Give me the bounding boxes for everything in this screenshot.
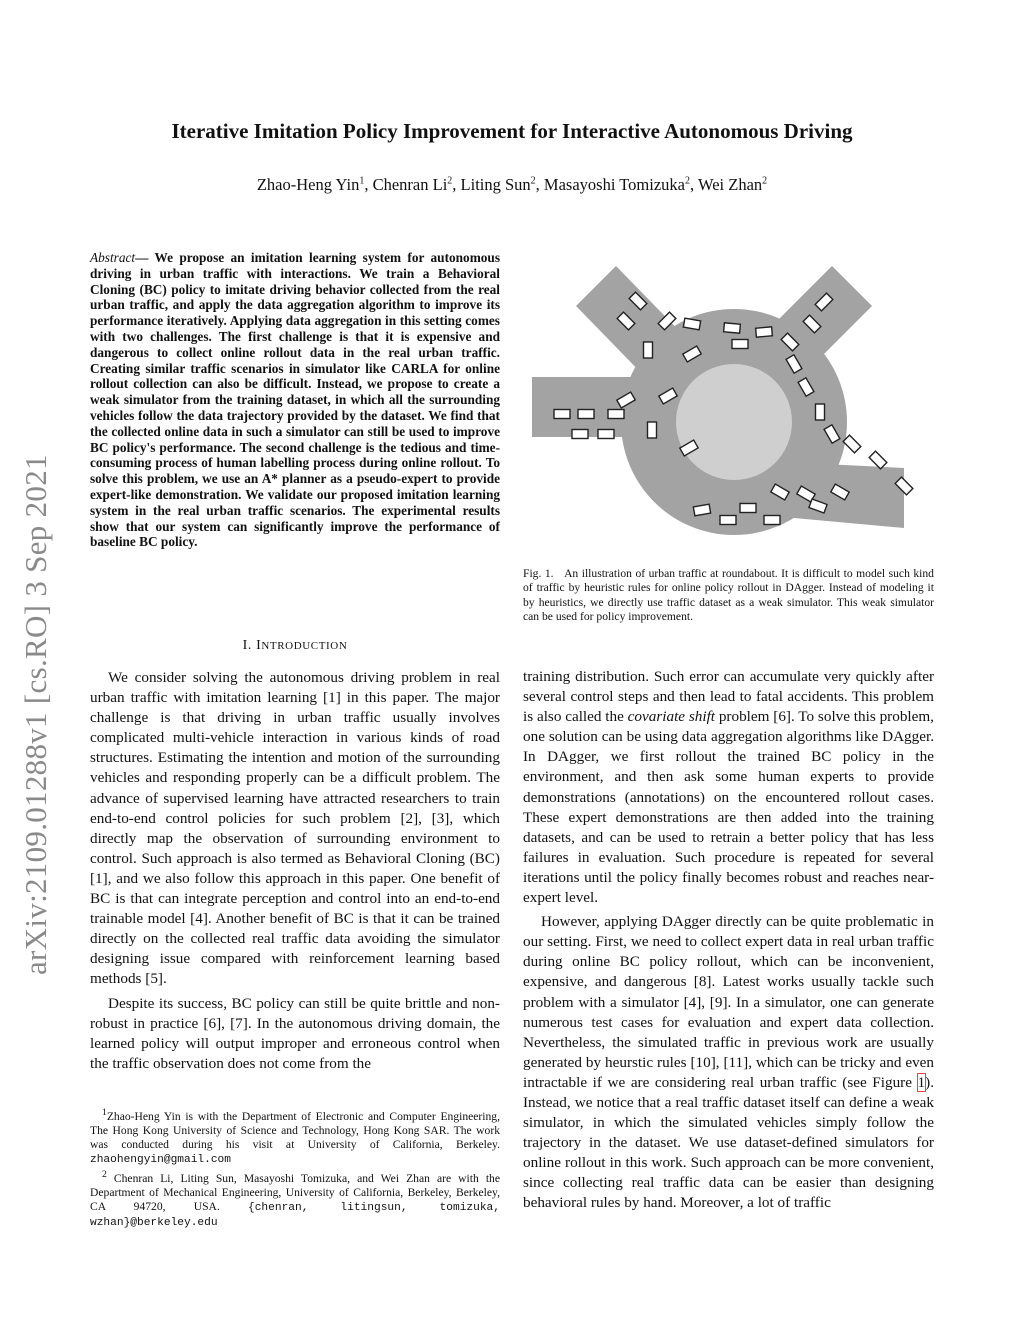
vehicle bbox=[720, 516, 736, 525]
author-affiliation: 2 bbox=[762, 175, 768, 187]
abstract-text: We propose an imitation learning system for autonomous driving in urban traffic with interactions. We train a Behavioral Cloning (BC) policy to imitate driving behavior collected from the real urban traffic, and apply the data aggregation algorithm to improve its performance iteratively. Applying data aggregation in this setting comes with two challenges. The first challenge is that it is expensive and dangerous to collect online rollout data in the real urban traffic. Creating similar traffic scenarios in simulator like CARLA for online rollout collection can also be difficult. Instead, we propose to create a weak simulator from the training dataset, in which all the surrounding vehicles follow the data trajectory provided by the dataset. We find that the collected online data in such a simulator can still be used to improve BC policy's performance. The second challenge is the tedious and time-consuming process of human labelling process during online rollout. To solve this problem, we use an A* planner as a pseudo-expert to provide expert-like demonstration. We validate our proposed imitation learning system in the real urban traffic scenarios. The experimental results show that our system can significantly improve the performance of baseline BC policy. bbox=[90, 250, 500, 550]
right-column bbox=[523, 667, 934, 1214]
abstract bbox=[90, 250, 500, 550]
vehicle bbox=[648, 422, 657, 438]
vehicle bbox=[554, 410, 570, 419]
author-affiliation: 2 bbox=[685, 175, 690, 187]
vehicle bbox=[724, 323, 741, 333]
roundabout-figure bbox=[532, 244, 934, 556]
section-heading bbox=[90, 638, 500, 654]
vehicle bbox=[869, 451, 887, 469]
left-column bbox=[90, 668, 500, 1074]
footnote bbox=[90, 1168, 500, 1231]
abstract-label: Abstract bbox=[90, 250, 136, 265]
section-title-initial: I bbox=[256, 638, 262, 653]
emphasis: covariate shift bbox=[627, 708, 716, 726]
vehicle bbox=[693, 504, 710, 516]
central-island bbox=[676, 364, 792, 480]
paper-title: Iterative Imitation Policy Improvement for Interactive Autonomous Driving bbox=[171, 119, 853, 143]
figure-reference-link[interactable]: 1 bbox=[917, 1073, 926, 1091]
author-name: Chenran Li bbox=[372, 175, 448, 194]
paragraph: Despite its success, BC policy can still be quite brittle and non-robust in practice [6], [7]. In the autonomous driving domain, the learned policy will output improper and erroneous control when the traffic observation does not come from the bbox=[90, 994, 500, 1072]
text-run: However, applying DAgger directly can be quite problematic in our setting. First, we need to collect expert data in real urban traffic during online BC policy rollout, which can be inconvenient, expensive, and dangerous [8]. Latest works usually tackle such problem with a simulator [4], [9]. In a simulator, one can generate numerous test cases for evaluation and expert data collection. Nevertheless, the simulated traffic in previous work are usually generated by heurstic rules [10], [11], which can be tricky and even intractable if we are considering real urban traffic (see Figure bbox=[523, 913, 934, 1091]
author-affiliation: 2 bbox=[530, 175, 536, 187]
vehicle bbox=[608, 410, 624, 419]
abstract-separator: — bbox=[135, 250, 155, 265]
author-name: Wei Zhan bbox=[697, 175, 763, 194]
figure-caption bbox=[523, 567, 934, 624]
footnote bbox=[90, 1106, 500, 1168]
footnote-mark: 2 bbox=[102, 1168, 107, 1180]
section-number: I. bbox=[242, 638, 252, 653]
vehicle bbox=[683, 318, 700, 330]
vehicle bbox=[578, 410, 594, 419]
paragraph bbox=[523, 912, 934, 1213]
footnote-mark: 1 bbox=[102, 1107, 107, 1118]
arxiv-stamp: arXiv:2109.01288v1 [cs.RO] 3 Sep 2021 bbox=[18, 454, 53, 975]
text-run: ). Instead, we notice that a real traffic dataset itself can define a weak simulator, in which the simulated vehicles simply follow the trajectory in the dataset. We use dataset-defined simulators for online rollout in this work. Such approach can be more convenient, since collecting real traffic data can be easier than designing behavioral rules by hand. Moreover, a lot of traffic bbox=[523, 1073, 934, 1212]
text-run: training distribution. Such error can accumulate very quickly after several control steps and then lead to fatal accidents. This problem is also called the bbox=[523, 668, 934, 726]
author-affiliation: 2 bbox=[447, 175, 453, 187]
paragraph: We consider solving the autonomous driving problem in real urban traffic with imitation learning [1] in this paper. The major challenge is that driving in urban traffic usually involves complicated multi-vehicle interaction in various kinds of road structures. Estimating the intention and motion of the surrounding vehicles and responding properly can be a difficult problem. The advance of supervised learning have attracted researchers to train end-to-end control policies for such problem [2], [3], which directly map the observation of surrounding environment to control. Such approach is also termed as Behavioral Cloning (BC) [1], and we also follow this approach in this paper. One benefit of BC is that can integrate perception and control into an end-to-end trainable model [4]. Another benefit of BC is that it can be trained directly on the collected real traffic data avoiding the simulator designing issue compared with reinforcement learning based methods [5]. bbox=[90, 669, 500, 988]
author-name: Liting Sun bbox=[460, 175, 531, 194]
author-list: Zhao-Heng Yin$^1$, Chenran Li$^2$, Liting Sun$^2$, Masayoshi Tomizuka$^2$, Wei Zhan$^2$ bbox=[256, 175, 768, 194]
vehicle bbox=[644, 342, 653, 358]
vehicle bbox=[764, 516, 780, 525]
footnotes bbox=[90, 1106, 500, 1230]
paragraph bbox=[523, 667, 934, 908]
vehicle bbox=[756, 327, 773, 337]
footnote-text: Chenran Li, Liting Sun, Masayoshi Tomizuka, and Wei Zhan are with the Department of Mechanical Engineering, University of California, Berkeley, Berkeley, CA 94720, USA. bbox=[90, 1171, 500, 1213]
email-address: zhaohengyin@gmail.com bbox=[90, 1154, 231, 1167]
vehicle bbox=[816, 404, 825, 420]
vehicle bbox=[740, 504, 756, 513]
vehicle bbox=[572, 430, 588, 439]
author-name: Masayoshi Tomizuka bbox=[543, 175, 685, 194]
text-run: problem [6]. To solve this problem, one solution can be using data aggregation algorithms like DAgger. In DAgger, we first rollout the trained BC policy in the environment, and then ask some human experts to provide demonstrations (annotations) on the encountered rollout cases. These expert demonstrations are then added into the training datasets, and can be used to retrain a better policy that has less failures in evaluation. Such procedure is repeated for several iterations until the policy finally becomes robust and reaches near-expert level. bbox=[523, 708, 934, 907]
footnote-text: Zhao-Heng Yin is with the Department of Electronic and Computer Engineering, The Hong Kong University of Science and Technology, Hong Kong SAR. The work was conducted during his visit at University of California, Berkeley. bbox=[90, 1109, 500, 1152]
author-affiliation: 1 bbox=[359, 175, 365, 187]
vehicle bbox=[732, 340, 748, 349]
caption-text: An illustration of urban traffic at roundabout. It is difficult to model such kind of traffic by heuristic rules for online policy rollout in DAgger. Instead of modeling it by heuristics, we directly use traffic dataset as a weak simulator. This weak simulator can be used for policy improvement. bbox=[523, 567, 934, 623]
figure-label: Fig. 1. bbox=[523, 567, 554, 580]
vehicle bbox=[598, 430, 614, 439]
email-address: {chenran, litingsun, tomizuka, wzhan}@berkeley.edu bbox=[90, 1201, 500, 1230]
section-title-rest: NTRODUCTION bbox=[261, 640, 348, 652]
author-name: Zhao-Heng Yin bbox=[256, 175, 360, 194]
